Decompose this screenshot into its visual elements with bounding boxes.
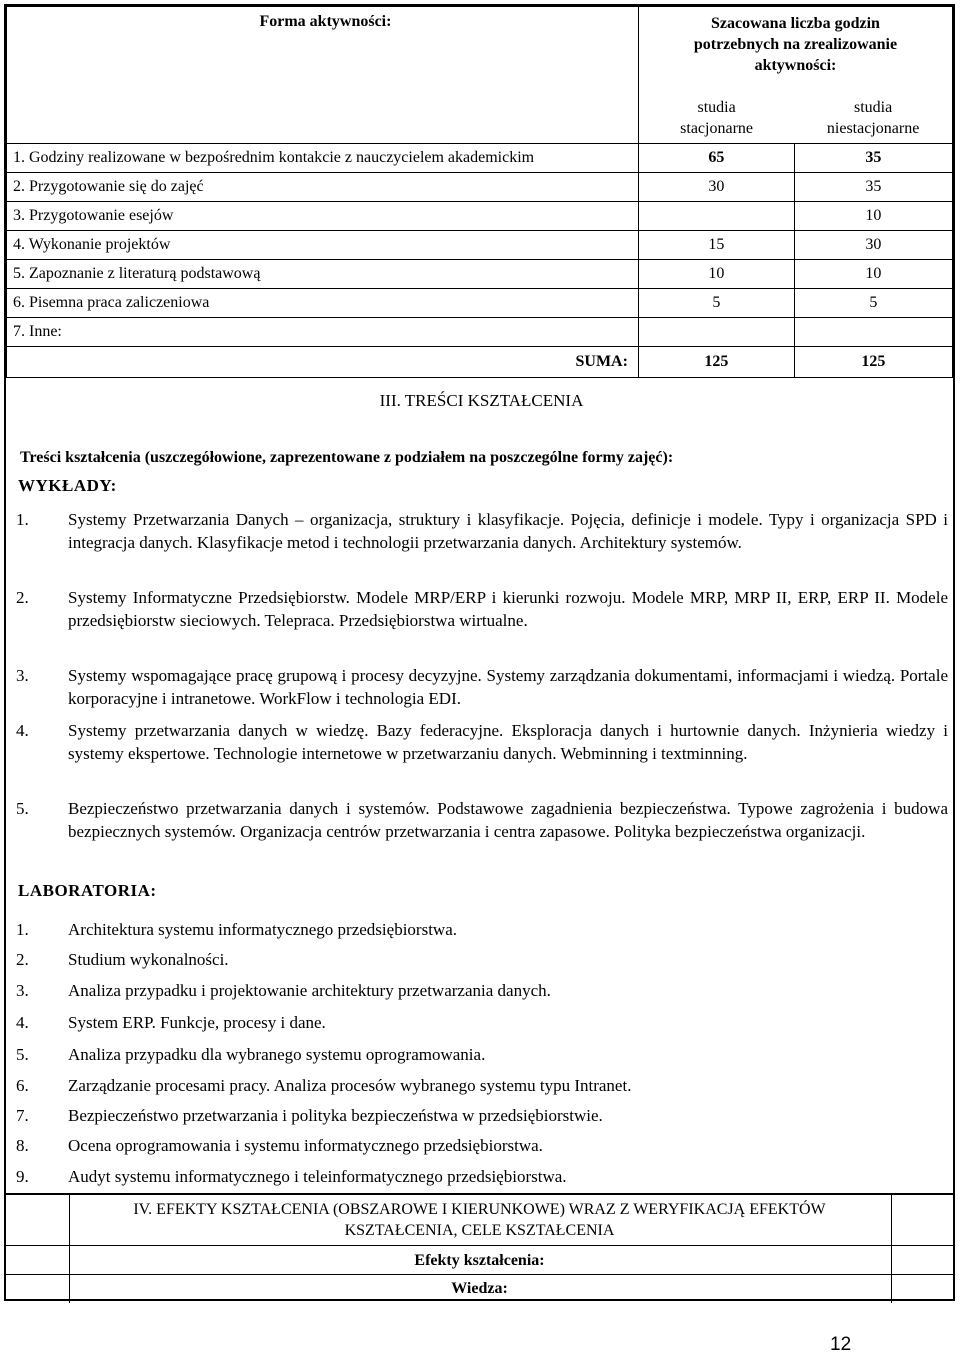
lecture-item [16, 797, 948, 843]
row-label: 2. Przygotowanie się do zajęć [7, 173, 639, 202]
table-row [7, 144, 953, 173]
lab-text: Studium wykonalności. [68, 950, 229, 969]
lab-item [16, 1043, 948, 1066]
sum-label: SUMA: [7, 347, 639, 378]
section-divider [6, 1193, 953, 1195]
lab-number: 6. [16, 1076, 29, 1095]
lab-item [16, 1011, 948, 1034]
lab-text: Analiza przypadku i projektowanie architektury przetwarzania danych. [68, 981, 551, 1000]
row-label: 4. Wykonanie projektów [7, 231, 639, 260]
lectures-heading: WYKŁADY: [18, 476, 117, 495]
part-time-value: 35 [794, 173, 952, 202]
table-row [7, 202, 953, 231]
lab-item [16, 1165, 948, 1188]
document-frame [4, 4, 955, 1301]
lab-text: Ocena oprogramowania i systemu informatycznego przedsiębiorstwa. [68, 1136, 543, 1155]
cell-border-right [891, 1195, 892, 1303]
lecture-text: Systemy wspomagające pracę grupową i procesy decyzyjne. Systemy zarządzania dokumentami, informacjami i wiedzą. Portale korporacyjne i intranetowe. WorkFlow i technologia EDI. [68, 666, 948, 708]
row-divider [6, 1245, 953, 1246]
lab-text: Analiza przypadku dla wybranego systemu oprogramowania. [68, 1045, 486, 1064]
page-number: 12 [830, 1334, 852, 1355]
lecture-item [16, 508, 948, 554]
knowledge-label: Wiedza: [451, 1280, 508, 1297]
lab-number: 8. [16, 1136, 29, 1155]
part-time-value [794, 318, 952, 347]
table-row [7, 318, 953, 347]
lab-item [16, 1134, 948, 1157]
part-time-value: 30 [794, 231, 952, 260]
effects-label: Efekty kształcenia: [414, 1252, 545, 1269]
table-row [7, 173, 953, 202]
part-time-header [794, 87, 952, 144]
lab-text: Audyt systemu informatycznego i teleinformatycznego przedsiębiorstwa. [68, 1167, 567, 1186]
lecture-item [16, 586, 948, 632]
table-row [7, 289, 953, 318]
lecture-text: Systemy przetwarzania danych w wiedzę. Bazy federacyjne. Eksploracja danych i hurtownie danych. Inżynieria wiedzy i systemy ekspertowe. Technologie internetowe w przetwarzaniu danych. Webminning i textminning. [68, 721, 948, 763]
full-time-value [638, 318, 794, 347]
table-row [7, 260, 953, 289]
cell-border-left [69, 1195, 70, 1303]
row-label: 6. Pisemna praca zaliczeniowa [7, 289, 639, 318]
sum-full-time: 125 [638, 347, 794, 378]
labs-heading: LABORATORIA: [18, 881, 157, 900]
lab-item [16, 948, 948, 971]
full-time-value: 65 [638, 144, 794, 173]
lab-number: 9. [16, 1167, 29, 1186]
lab-text: Architektura systemu informatycznego przedsiębiorstwa. [68, 920, 457, 939]
lab-item [16, 918, 948, 941]
lecture-number: 1. [16, 510, 29, 529]
part-time-label: studia niestacjonarne [826, 99, 920, 137]
full-time-value: 10 [638, 260, 794, 289]
sum-part-time: 125 [794, 347, 952, 378]
lab-item [16, 1074, 948, 1097]
full-time-label: studia stacjonarne [680, 99, 753, 137]
lecture-text: Systemy Przetwarzania Danych – organizacja, struktury i klasyfikacje. Pojęcia, definicje i modele. Typy i organizacja SPD i integracja danych. Klasyfikacje metod i technologii przetwarzania danych. Architektury systemów. [68, 510, 948, 552]
part-time-value: 5 [794, 289, 952, 318]
hours-table [6, 6, 953, 378]
lecture-item [16, 664, 948, 710]
full-time-value: 5 [638, 289, 794, 318]
row-label: 3. Przygotowanie esejów [7, 202, 639, 231]
full-time-header [638, 87, 794, 144]
lab-item [16, 1104, 948, 1127]
row-divider [6, 1274, 953, 1275]
lab-text: Bezpieczeństwo przetwarzania i polityka bezpieczeństwa w przedsiębiorstwie. [68, 1106, 603, 1125]
part-time-value: 35 [794, 144, 952, 173]
lab-number: 7. [16, 1106, 29, 1125]
lab-number: 5. [16, 1045, 29, 1064]
section-4-title-line2: KSZTAŁCENIA, CELE KSZTAŁCENIA [344, 1222, 615, 1239]
section-3-intro: Treści kształcenia (uszczegółowione, zaprezentowane z podziałem na poszczególne formy zajęć): [20, 449, 674, 466]
part-time-value: 10 [794, 260, 952, 289]
lecture-number: 5. [16, 799, 29, 818]
lecture-text: Bezpieczeństwo przetwarzania danych i systemów. Podstawowe zagadnienia bezpieczeństwa. Typowe zagrożenia i budowa bezpiecznych systemów. Organizacja centrów przetwarzania i centra zapasowe. Polityka bezpieczeństwa organizacji. [68, 799, 948, 841]
section-3-title: III. TREŚCI KSZTAŁCENIA [379, 391, 584, 410]
lecture-number: 3. [16, 666, 29, 685]
lecture-number: 2. [16, 588, 29, 607]
table-row [7, 231, 953, 260]
section-4-title [6, 1199, 953, 1241]
lecture-item [16, 719, 948, 765]
estimated-hours-header [638, 7, 952, 88]
sum-row [7, 347, 953, 378]
activity-form-header: Forma aktywności: [7, 7, 639, 144]
lab-item [16, 979, 948, 1002]
lab-number: 1. [16, 920, 29, 939]
row-label: 7. Inne: [7, 318, 639, 347]
row-label: 1. Godziny realizowane w bezpośrednim kontakcie z nauczycielem akademickim [7, 144, 639, 173]
part-time-value: 10 [794, 202, 952, 231]
lab-text: System ERP. Funkcje, procesy i dane. [68, 1013, 326, 1032]
lab-number: 4. [16, 1013, 29, 1032]
full-time-value: 15 [638, 231, 794, 260]
lecture-text: Systemy Informatyczne Przedsiębiorstw. Modele MRP/ERP i kierunki rozwoju. Modele MRP, MRP II, ERP, ERP II. Modele przedsiębiorstw sieciowych. Telepraca. Przedsiębiorstwa wirtualne. [68, 588, 948, 630]
lab-number: 2. [16, 950, 29, 969]
full-time-value: 30 [638, 173, 794, 202]
section-4-title-line1: IV. EFEKTY KSZTAŁCENIA (OBSZAROWE I KIERUNKOWE) WRAZ Z WERYFIKACJĄ EFEKTÓW [133, 1201, 826, 1218]
full-time-value [638, 202, 794, 231]
lecture-number: 4. [16, 721, 29, 740]
lab-text: Zarządzanie procesami pracy. Analiza procesów wybranego systemu typu Intranet. [68, 1076, 632, 1095]
row-label: 5. Zapoznanie z literaturą podstawową [7, 260, 639, 289]
lab-number: 3. [16, 981, 29, 1000]
estimated-hours-text: Szacowana liczba godzin potrzebnych na zrealizowanie aktywności: [693, 15, 898, 74]
